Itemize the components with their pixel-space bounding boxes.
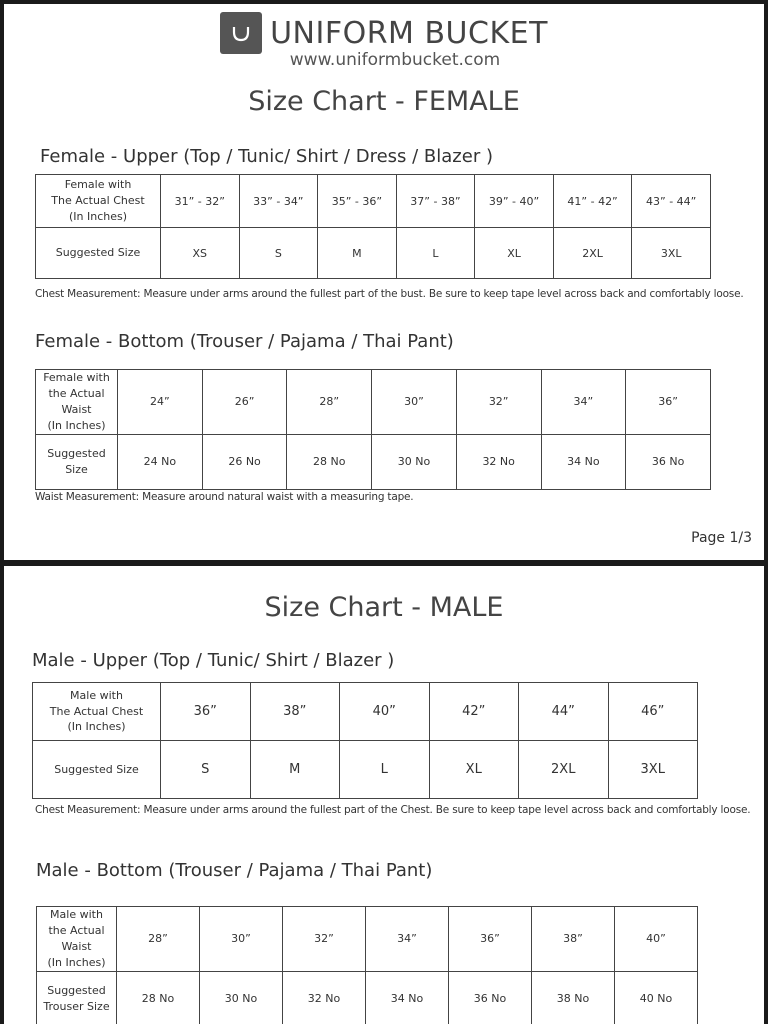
size-cell: XL	[475, 228, 554, 279]
male-bottom-table	[36, 906, 698, 1024]
row-label-size: Suggested Size	[36, 228, 161, 279]
table-row	[36, 370, 711, 435]
female-waist-note: Waist Measurement: Measure around natural waist with a measuring tape.	[35, 491, 414, 503]
measurement-cell: 36”	[161, 683, 251, 741]
table-row	[36, 175, 711, 228]
male-chest-note: Chest Measurement: Measure under arms around the fullest part of the Chest. Be sure to keep tape level across back and comfortably loose.	[35, 804, 751, 816]
size-cell: M	[250, 741, 340, 799]
measurement-cell: 44”	[519, 683, 609, 741]
measurement-cell: 38”	[532, 907, 615, 972]
row-label-waist: Male with the Actual Waist (In Inches)	[37, 907, 117, 972]
shopping-bag-icon	[220, 12, 262, 54]
measurement-cell: 42”	[429, 683, 519, 741]
measurement-cell: 37” - 38”	[396, 175, 475, 228]
male-upper-heading: Male - Upper (Top / Tunic/ Shirt / Blazer )	[32, 650, 395, 671]
table-row	[37, 971, 698, 1024]
measurement-cell: 36”	[626, 370, 711, 435]
measurement-cell: 32”	[456, 370, 541, 435]
row-label-size: Suggested Size	[33, 741, 161, 799]
table-row	[33, 683, 698, 741]
row-label-size: Suggested Size	[36, 434, 118, 489]
size-cell: 24 No	[118, 434, 203, 489]
female-upper-table	[35, 174, 711, 279]
measurement-cell: 32”	[283, 907, 366, 972]
size-cell: 32 No	[283, 971, 366, 1024]
measurement-cell: 40”	[615, 907, 698, 972]
female-bottom-table	[35, 369, 711, 490]
female-chart-title: Size Chart - FEMALE	[248, 86, 520, 117]
size-cell: 36 No	[449, 971, 532, 1024]
row-label-size: Suggested Trouser Size	[37, 971, 117, 1024]
male-bottom-heading: Male - Bottom (Trouser / Pajama / Thai Pant)	[36, 860, 433, 881]
size-cell: 36 No	[626, 434, 711, 489]
measurement-cell: 34”	[541, 370, 626, 435]
size-cell: 30 No	[372, 434, 457, 489]
page-number: Page 1/3	[691, 530, 752, 546]
row-label-waist: Female with the Actual Waist (In Inches)	[36, 370, 118, 435]
brand-name: UNIFORM BUCKET	[270, 15, 548, 51]
size-cell: 28 No	[117, 971, 200, 1024]
measurement-cell: 40”	[340, 683, 430, 741]
measurement-cell: 35” - 36”	[318, 175, 397, 228]
measurement-cell: 31” - 32”	[161, 175, 240, 228]
male-chart-title: Size Chart - MALE	[264, 592, 504, 623]
size-cell: S	[239, 228, 318, 279]
table-row	[33, 741, 698, 799]
website-url: www.uniformbucket.com	[289, 50, 501, 70]
female-upper-heading: Female - Upper (Top / Tunic/ Shirt / Dress / Blazer )	[40, 146, 493, 167]
size-cell: 3XL	[608, 741, 698, 799]
measurement-cell: 46”	[608, 683, 698, 741]
table-row	[36, 228, 711, 279]
page-1	[4, 4, 764, 560]
measurement-cell: 43” - 44”	[632, 175, 711, 228]
measurement-cell: 26”	[202, 370, 287, 435]
measurement-cell: 41” - 42”	[553, 175, 632, 228]
female-bottom-heading: Female - Bottom (Trouser / Pajama / Thai Pant)	[35, 331, 454, 352]
measurement-cell: 30”	[372, 370, 457, 435]
size-cell: L	[396, 228, 475, 279]
female-chest-note: Chest Measurement: Measure under arms around the fullest part of the bust. Be sure to keep tape level across back and comfortably loose.	[35, 288, 744, 300]
size-cell: 40 No	[615, 971, 698, 1024]
table-row	[36, 434, 711, 489]
measurement-cell: 36”	[449, 907, 532, 972]
measurement-cell: 30”	[200, 907, 283, 972]
size-cell: 38 No	[532, 971, 615, 1024]
measurement-cell: 24”	[118, 370, 203, 435]
measurement-cell: 28”	[287, 370, 372, 435]
size-cell: 30 No	[200, 971, 283, 1024]
size-cell: S	[161, 741, 251, 799]
measurement-cell: 38”	[250, 683, 340, 741]
measurement-cell: 33” - 34”	[239, 175, 318, 228]
measurement-cell: 34”	[366, 907, 449, 972]
size-cell: L	[340, 741, 430, 799]
measurement-cell: 39” - 40”	[475, 175, 554, 228]
size-cell: XS	[161, 228, 240, 279]
page-2	[4, 566, 764, 1024]
size-cell: XL	[429, 741, 519, 799]
size-cell: 26 No	[202, 434, 287, 489]
size-cell: M	[318, 228, 397, 279]
measurement-cell: 28”	[117, 907, 200, 972]
size-cell: 2XL	[519, 741, 609, 799]
size-cell: 34 No	[366, 971, 449, 1024]
row-label-chest: Male with The Actual Chest (In Inches)	[33, 683, 161, 741]
row-label-chest: Female with The Actual Chest (In Inches)	[36, 175, 161, 228]
size-cell: 2XL	[553, 228, 632, 279]
male-upper-table	[32, 682, 698, 799]
size-cell: 34 No	[541, 434, 626, 489]
table-row	[37, 907, 698, 972]
size-cell: 3XL	[632, 228, 711, 279]
size-cell: 28 No	[287, 434, 372, 489]
size-cell: 32 No	[456, 434, 541, 489]
brand-header	[4, 12, 764, 54]
